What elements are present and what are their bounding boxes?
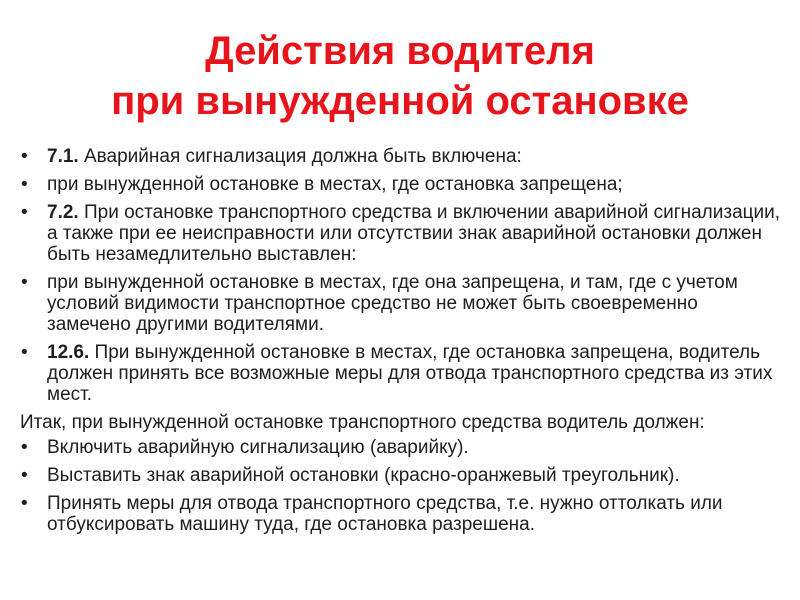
rule-text: При остановке транспортного средства и включении аварийной сигнализации, а также при ее неисправности или отсутствии знак аварийной остановки должен быть незамедлительно выставлен: bbox=[47, 202, 781, 265]
rule-number: 12.6. bbox=[47, 342, 90, 363]
list-item bbox=[20, 437, 782, 458]
title-line-1: Действия водителя bbox=[205, 29, 595, 73]
rule-number: 7.1. bbox=[47, 146, 79, 167]
bullet-icon: • bbox=[21, 465, 28, 486]
rule-number: 7.2. bbox=[47, 202, 79, 223]
bullet-icon: • bbox=[21, 174, 28, 195]
list-item bbox=[20, 465, 782, 486]
list-item bbox=[20, 202, 782, 265]
rule-text: при вынужденной остановке в местах, где остановка запрещена; bbox=[47, 174, 623, 195]
list-item bbox=[20, 342, 782, 405]
content-body bbox=[20, 146, 782, 542]
list-item bbox=[20, 493, 782, 535]
bullet-icon: • bbox=[21, 202, 28, 223]
bullet-icon: • bbox=[21, 272, 28, 293]
actions-list bbox=[20, 437, 782, 535]
list-item bbox=[20, 146, 782, 167]
page-title bbox=[0, 26, 800, 126]
rule-text: при вынужденной остановке в местах, где она запрещена, и там, где с учетом условий видимости транспортное средство не может быть своевременно замечено другими водителями. bbox=[47, 272, 738, 335]
bullet-icon: • bbox=[21, 146, 28, 167]
bullet-icon: • bbox=[21, 493, 28, 514]
rule-text: Аварийная сигнализация должна быть включена: bbox=[78, 146, 522, 167]
bullet-icon: • bbox=[21, 342, 28, 363]
action-text: Выставить знак аварийной остановки (красно-оранжевый треугольник). bbox=[47, 465, 680, 486]
bullet-icon: • bbox=[21, 437, 28, 458]
list-item bbox=[20, 174, 782, 195]
rule-text: При вынужденной остановке в местах, где остановка запрещена, водитель должен принять все возможные меры для отвода транспортного средства из этих мест. bbox=[47, 342, 773, 405]
rules-list bbox=[20, 146, 782, 405]
list-item bbox=[20, 272, 782, 335]
title-line-2: при вынужденной остановке bbox=[111, 79, 689, 123]
action-text: Включить аварийную сигнализацию (аварийку). bbox=[47, 437, 469, 458]
action-text: Принять меры для отвода транспортного средства, т.е. нужно оттолкать или отбуксировать машину туда, где остановка разрешена. bbox=[47, 493, 723, 535]
summary-intro: Итак, при вынужденной остановке транспортного средства водитель должен: bbox=[20, 412, 705, 433]
